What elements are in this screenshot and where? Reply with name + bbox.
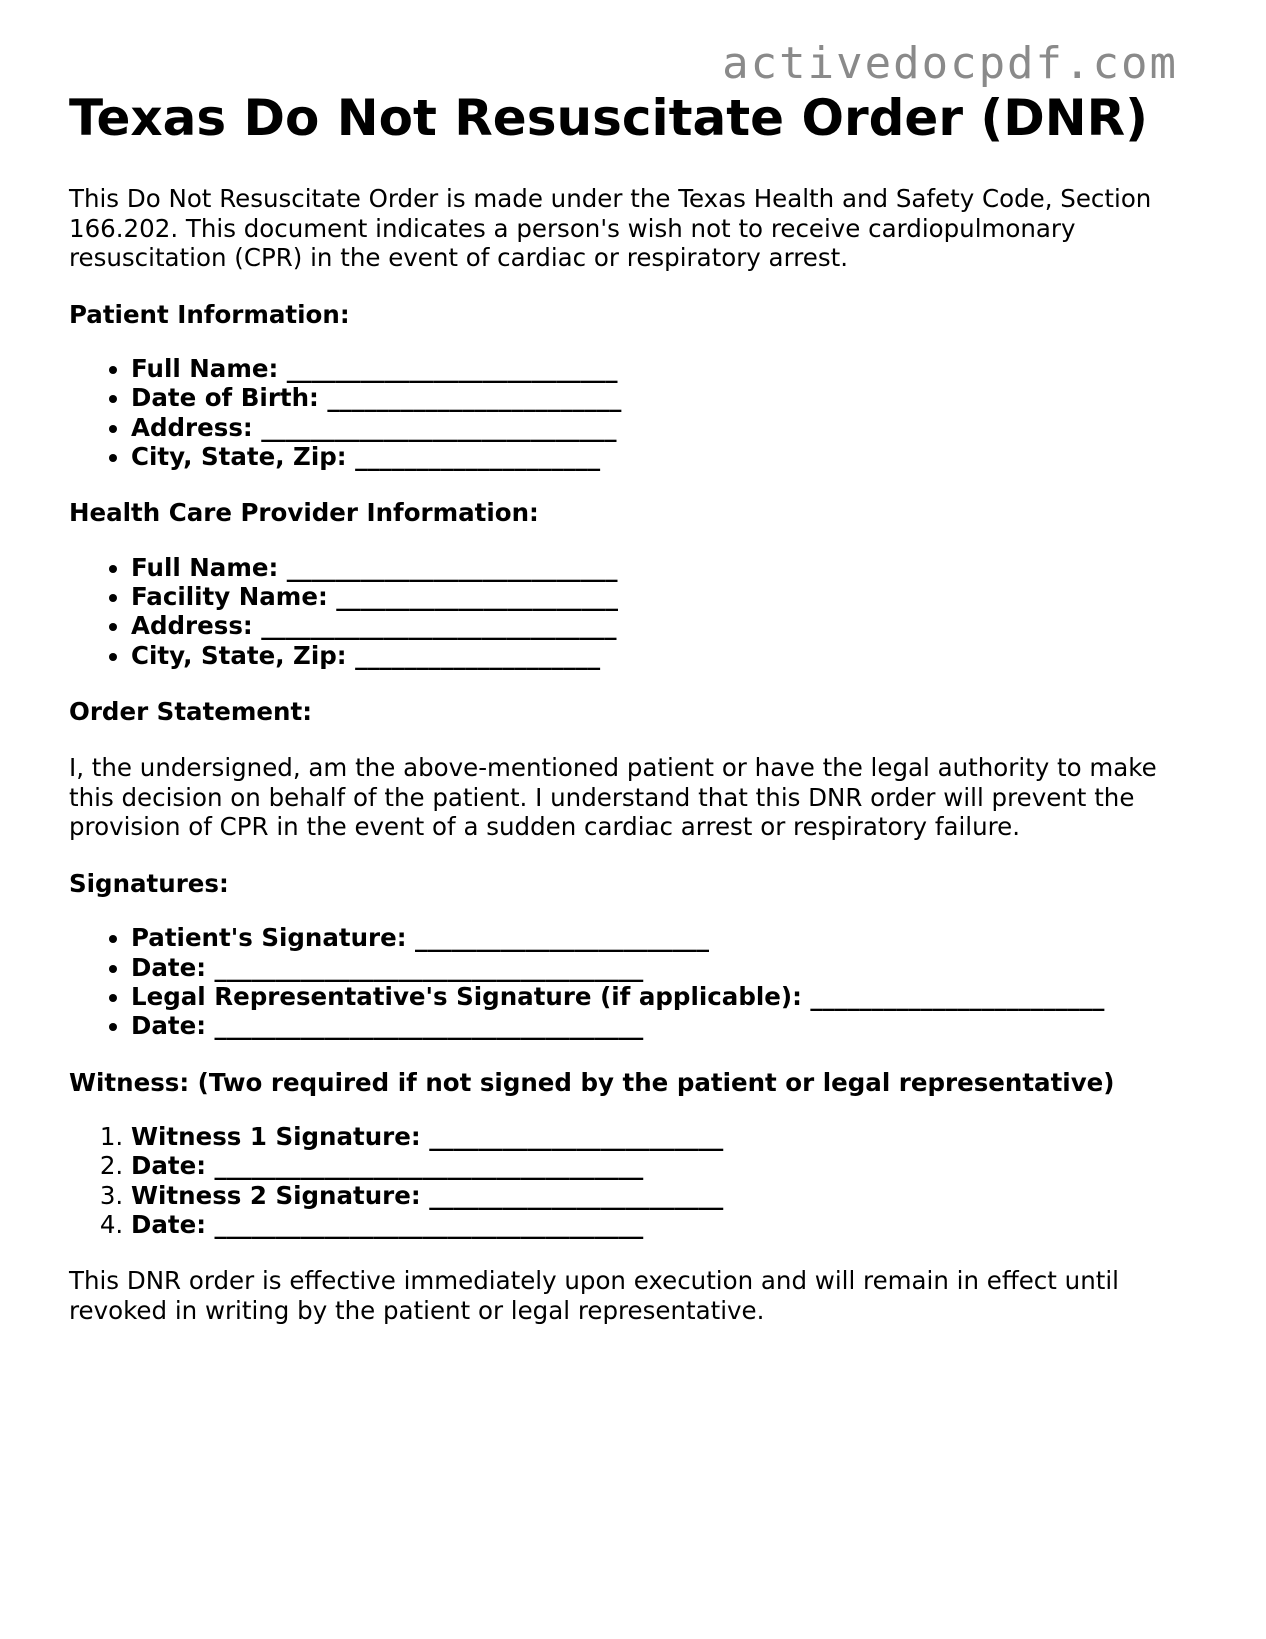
provider-address-field[interactable]: • Address: _____________________________ [131,611,1199,640]
patient-address-field[interactable]: • Address: _____________________________ [131,413,1199,442]
page-title: Texas Do Not Resuscitate Order (DNR) [69,89,1148,147]
document-page [69,86,1199,1325]
signatures-list [69,923,1199,1040]
closing-paragraph: This DNR order is effective immediately upon execution and will remain in effect until revoked in writing by the patient or legal representative. [69,1266,1119,1325]
signatures-heading: Signatures: [69,868,229,898]
witness-heading: Witness: (Two required if not signed by the patient or legal representative) [69,1067,1115,1097]
patient-signature-field[interactable]: • Patient's Signature: ________________________ [131,923,1199,952]
witness-2-signature-field[interactable]: 3. Witness 2 Signature: ________________________ [131,1181,1199,1210]
witness-1-date-field[interactable]: 2. Date: ___________________________________ [131,1151,1199,1180]
provider-info-list [69,553,1199,670]
witness-list [69,1122,1199,1239]
witness-2-date-field[interactable]: 4. Date: ___________________________________ [131,1210,1199,1239]
provider-city-state-zip-field[interactable]: • City, State, Zip: ____________________ [131,641,1199,670]
watermark: activedocpdf.com [722,38,1178,89]
patient-dob-field[interactable]: • Date of Birth: ________________________ [131,383,1199,412]
provider-full-name-field[interactable]: • Full Name: ___________________________ [131,553,1199,582]
legal-rep-signature-date-field[interactable]: • Date: ___________________________________ [131,1011,1199,1040]
patient-signature-date-field[interactable]: • Date: ___________________________________ [131,953,1199,982]
intro-paragraph: This Do Not Resuscitate Order is made under the Texas Health and Safety Code, Section 166.202. This document indicates a person's wish not to receive cardiopulmonary resuscitation (CPR) in the event of cardiac or respiratory arrest. [69,184,1152,272]
order-statement-text: I, the undersigned, am the above-mentioned patient or have the legal authority to make this decision on behalf of the patient. I understand that this DNR order will prevent the provision of CPR in the event of a sudden cardiac arrest or respiratory failure. [69,753,1157,842]
patient-info-list [69,354,1199,471]
witness-1-signature-field[interactable]: 1. Witness 1 Signature: ________________________ [131,1122,1199,1151]
provider-facility-name-field[interactable]: • Facility Name: _______________________ [131,582,1199,611]
provider-info-heading: Health Care Provider Information: [69,498,539,528]
patient-info-heading: Patient Information: [69,299,350,329]
patient-full-name-field[interactable]: • Full Name: ___________________________ [131,354,1199,383]
order-statement-heading: Order Statement: [69,696,312,726]
legal-rep-signature-field[interactable]: • Legal Representative's Signature (if applicable): ________________________ [131,982,1199,1011]
patient-city-state-zip-field[interactable]: • City, State, Zip: ____________________ [131,442,1199,471]
